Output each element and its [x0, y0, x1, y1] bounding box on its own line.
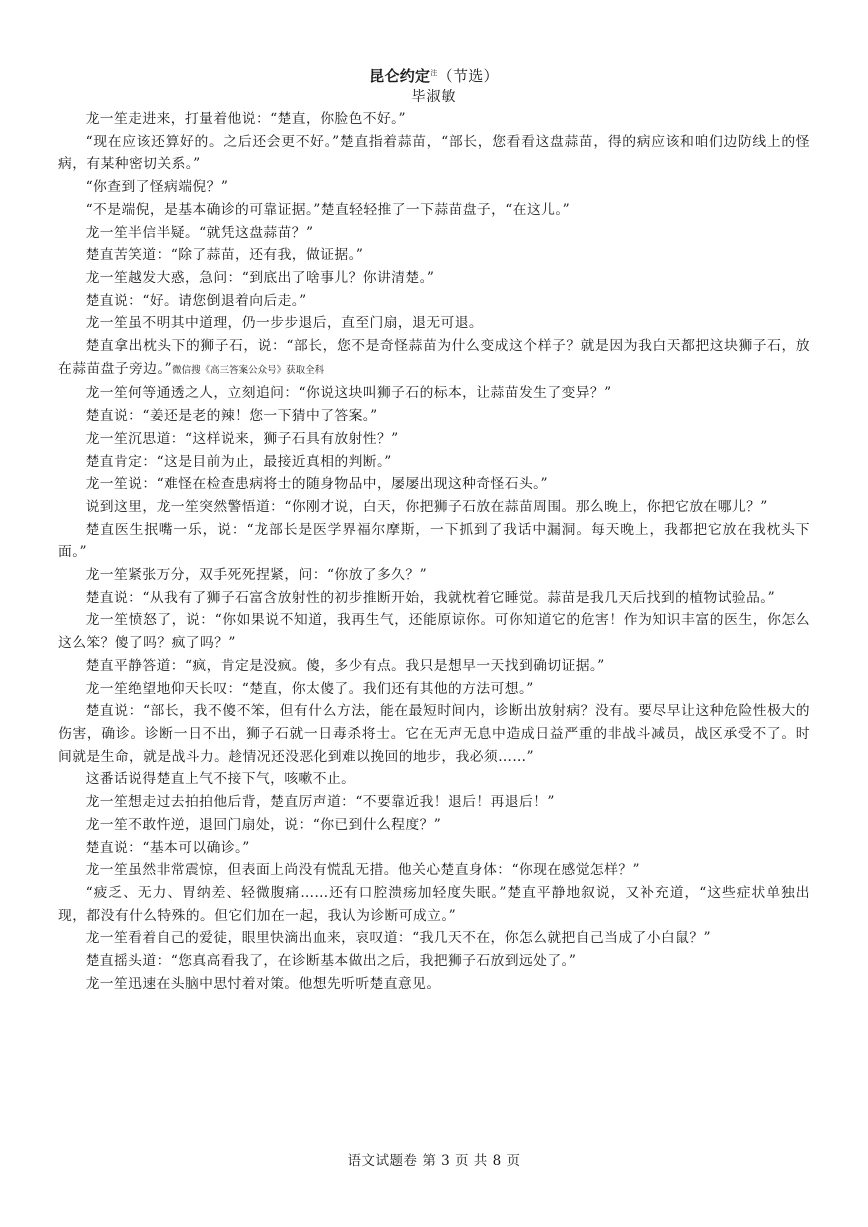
paragraph: 楚直医生抿嘴一乐，说：“龙部长是医学界福尔摩斯，一下抓到了我话中漏洞。每天晚上，我都把它放在我枕头下面。” [58, 521, 810, 561]
paragraph: 龙一笙绝望地仰天长叹：“楚直，你太傻了。我们还有其他的方法可想。” [85, 680, 534, 697]
paragraph: 龙一笙越发大惑，急问：“到底出了啥事儿？你讲清楚。” [85, 269, 435, 286]
paragraph: 楚直说：“基本可以确诊。” [85, 839, 250, 856]
title-footnote-mark: 注 [430, 69, 438, 77]
paragraph-text: 楚直拿出枕头下的狮子石，说：“部长，您不是奇怪蒜苗为什么变成这个样子？就是因为我白天都把这块狮子石，放在蒜苗盘子旁边。” [58, 338, 810, 377]
paragraph: 楚直苦笑道：“除了蒜苗，还有我，做证据。” [85, 247, 364, 264]
title-suffix: （节选） [437, 67, 499, 85]
paragraph: “你查到了怪病端倪？” [85, 179, 229, 196]
paragraph: 龙一笙紧张万分，双手死死捏紧，问：“你放了多久？” [85, 567, 428, 584]
article-title [0, 60, 868, 89]
paragraph: “疲乏、无力、胃纳差、轻微腹痛……还有口腔溃疡加轻度失眠。”楚直平静地叙说，又补充道，“这些症状单独出现，都没有什么特殊的。但它们加在一起，我认为诊断可成立。” [58, 884, 810, 924]
paragraph-with-note [58, 335, 810, 382]
paragraph: 龙一笙想走过去拍拍他后背，楚直厉声道：“不要靠近我！退后！再退后！” [85, 794, 555, 811]
title-text: 昆仑约定 [369, 67, 431, 85]
article-body [58, 108, 810, 995]
paragraph: “现在应该还算好的。之后还会更不好。”楚直指着蒜苗，“部长，您看看这盘蒜苗，得的病应该和咱们边防线上的怪病，有某种密切关系。” [58, 133, 810, 173]
paragraph: 楚直平静答道：“疯，肯定是没疯。傻，多少有点。我只是想早一天找到确切证据。” [85, 657, 605, 674]
paragraph: 龙一笙何等通透之人，立刻追问：“你说这块叫狮子石的标本，让蒜苗发生了变异？” [85, 385, 612, 402]
article-author: 毕淑敏 [411, 89, 457, 105]
paragraph: 龙一笙迅速在头脑中思忖着对策。他想先听听楚直意见。 [85, 975, 441, 992]
paragraph: 龙一笙虽不明其中道理，仍一步步退后，直至门扇，退无可退。 [85, 315, 484, 332]
paragraph: 说到这里，龙一笙突然警悟道：“你刚才说，白天，你把狮子石放在蒜苗周围。那么晚上，你把它放在哪儿？” [85, 498, 768, 515]
paragraph: 龙一笙半信半疑。“就凭这盘蒜苗？” [85, 224, 314, 241]
paragraph: 楚直肯定：“这是目前为止，最接近真相的判断。” [85, 453, 392, 470]
paragraph: 楚直摇头道：“您真高看我了，在诊断基本做出之后，我把狮子石放到远处了。” [85, 953, 577, 970]
paragraph: 龙一笙沉思道：“这样说来，狮子石具有放射性？” [85, 430, 399, 447]
watermark-note: 微信搜《高三答案公众号》获取全科 [172, 364, 325, 376]
paragraph: “不是端倪，是基本确诊的可靠证据。”楚直轻轻推了一下蒜苗盘子，“在这儿。” [85, 201, 571, 218]
paragraph: 龙一笙说：“难怪在检查患病将士的随身物品中，屡屡出现这种奇怪石头。” [85, 476, 548, 493]
paragraph: 龙一笙走进来，打量着他说：“楚直，你脸色不好。” [85, 111, 406, 127]
paragraph: 楚直说：“部长，我不傻不笨，但有什么方法，能在最短时间内，诊断出放射病？没有。要尽早让这种危险性极大的伤害，确诊。诊断一日不出，狮子石就一日毒杀将士。它在无声无息中造成日益严重的非战斗减员，战区承受不了。时间就是生命，就是战斗力。趁情况还没恶化到难以挽回的地步，我必须……” [58, 703, 810, 765]
paragraph: 这番话说得楚直上气不接下气，咳嗽不止。 [85, 771, 356, 788]
paragraph: 龙一笙看着自己的爱徒，眼里快滴出血来，哀叹道：“我几天不在，你怎么就把自己当成了小白鼠？” [85, 930, 711, 947]
paragraph: 龙一笙不敢忤逆，退回门扇处，说：“你已到什么程度？” [85, 816, 442, 833]
paragraph: 龙一笙愤怒了，说：“你如果说不知道，我再生气，还能原谅你。可你知道它的危害！作为知识丰富的医生，你怎么这么笨？傻了吗？疯了吗？” [58, 612, 810, 652]
paragraph: 楚直说：“姜还是老的辣！您一下猜中了答案。” [85, 408, 378, 425]
paragraph: 楚直说：“好。请您倒退着向后走。” [85, 292, 307, 309]
page-footer: 语文试题卷 第 3 页 共 8 页 [347, 1153, 521, 1169]
paragraph: 龙一笙虽然非常震惊，但表面上尚没有慌乱无措。他关心楚直身体：“你现在感觉怎样？” [85, 862, 640, 879]
paragraph: 楚直说：“从我有了狮子石富含放射性的初步推断开始，我就枕着它睡觉。蒜苗是我几天后找到的植物试验品。” [85, 589, 776, 606]
